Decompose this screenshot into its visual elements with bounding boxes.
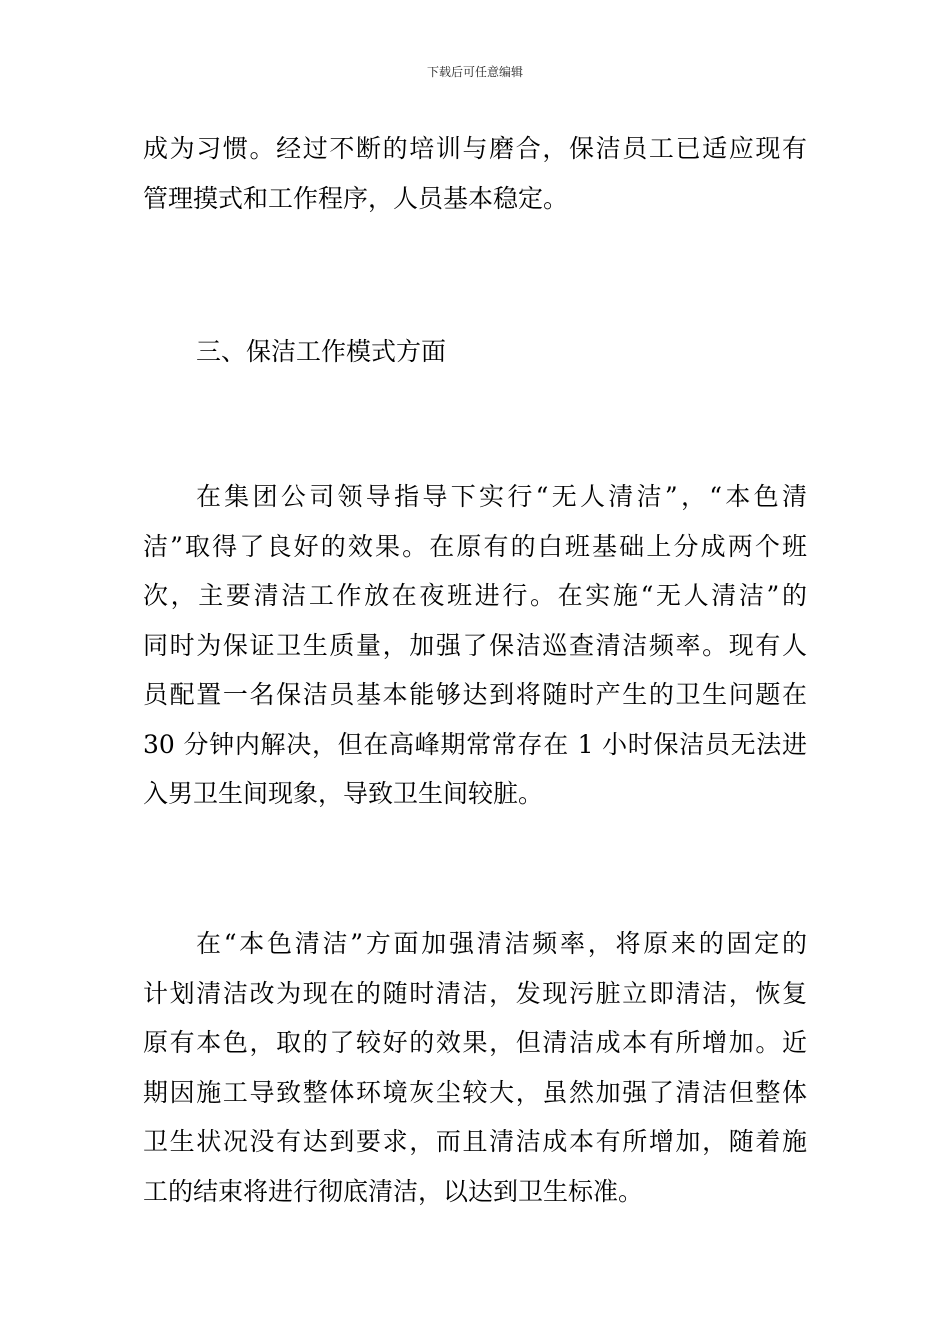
paragraph-2 xyxy=(143,472,807,819)
paragraph-3-line: 在“本色清洁”方面加强清洁频率，将原来的固定的 xyxy=(196,929,807,958)
paragraph-3 xyxy=(143,919,807,1216)
paragraph-2-line: 在集团公司领导指导下实行“无人清洁”，“本色清 xyxy=(196,482,807,511)
page-header: 下载后可任意编辑 xyxy=(426,65,523,79)
paragraph-2-line: 次，主要清洁工作放在夜班进行。在实施“无人清洁”的 xyxy=(143,581,807,610)
paragraph-2-line: 入男卫生间现象，导致卫生间较脏。 xyxy=(143,779,544,808)
paragraph-1-line: 管理摸式和工作程序，人员基本稳定。 xyxy=(143,183,569,213)
paragraph-3-line: 计划清洁改为现在的随时清洁，发现污脏立即清洁，恢复 xyxy=(143,978,807,1008)
paragraph-2-line: 同时为保证卫生质量，加强了保洁巡查清洁频率。现有人 xyxy=(143,630,807,660)
paragraph-3-line: 工的结束将进行彻底清洁，以达到卫生标准。 xyxy=(143,1176,644,1206)
paragraph-2-line: 30 分钟内解决，但在高峰期常常存在 1 小时保洁员无法进 xyxy=(143,729,807,759)
paragraph-3-line: 卫生状况没有达到要求，而且清洁成本有所增加，随着施 xyxy=(143,1127,807,1156)
paragraph-1 xyxy=(143,124,807,223)
paragraph-1-line: 成为习惯。经过不断的培训与磨合，保洁员工已适应现有 xyxy=(143,134,807,163)
paragraph-2-line: 员配置一名保洁员基本能够达到将随时产生的卫生问题在 xyxy=(143,680,807,709)
paragraph-3-line: 期因施工导致整体环境灰尘较大，虽然加强了清洁但整体 xyxy=(143,1077,807,1107)
section-heading: 三、保洁工作模式方面 xyxy=(196,337,447,366)
paragraph-2-line: 洁”取得了良好的效果。在原有的白班基础上分成两个班 xyxy=(143,531,807,561)
paragraph-3-line: 原有本色，取的了较好的效果，但清洁成本有所增加。近 xyxy=(143,1028,807,1057)
